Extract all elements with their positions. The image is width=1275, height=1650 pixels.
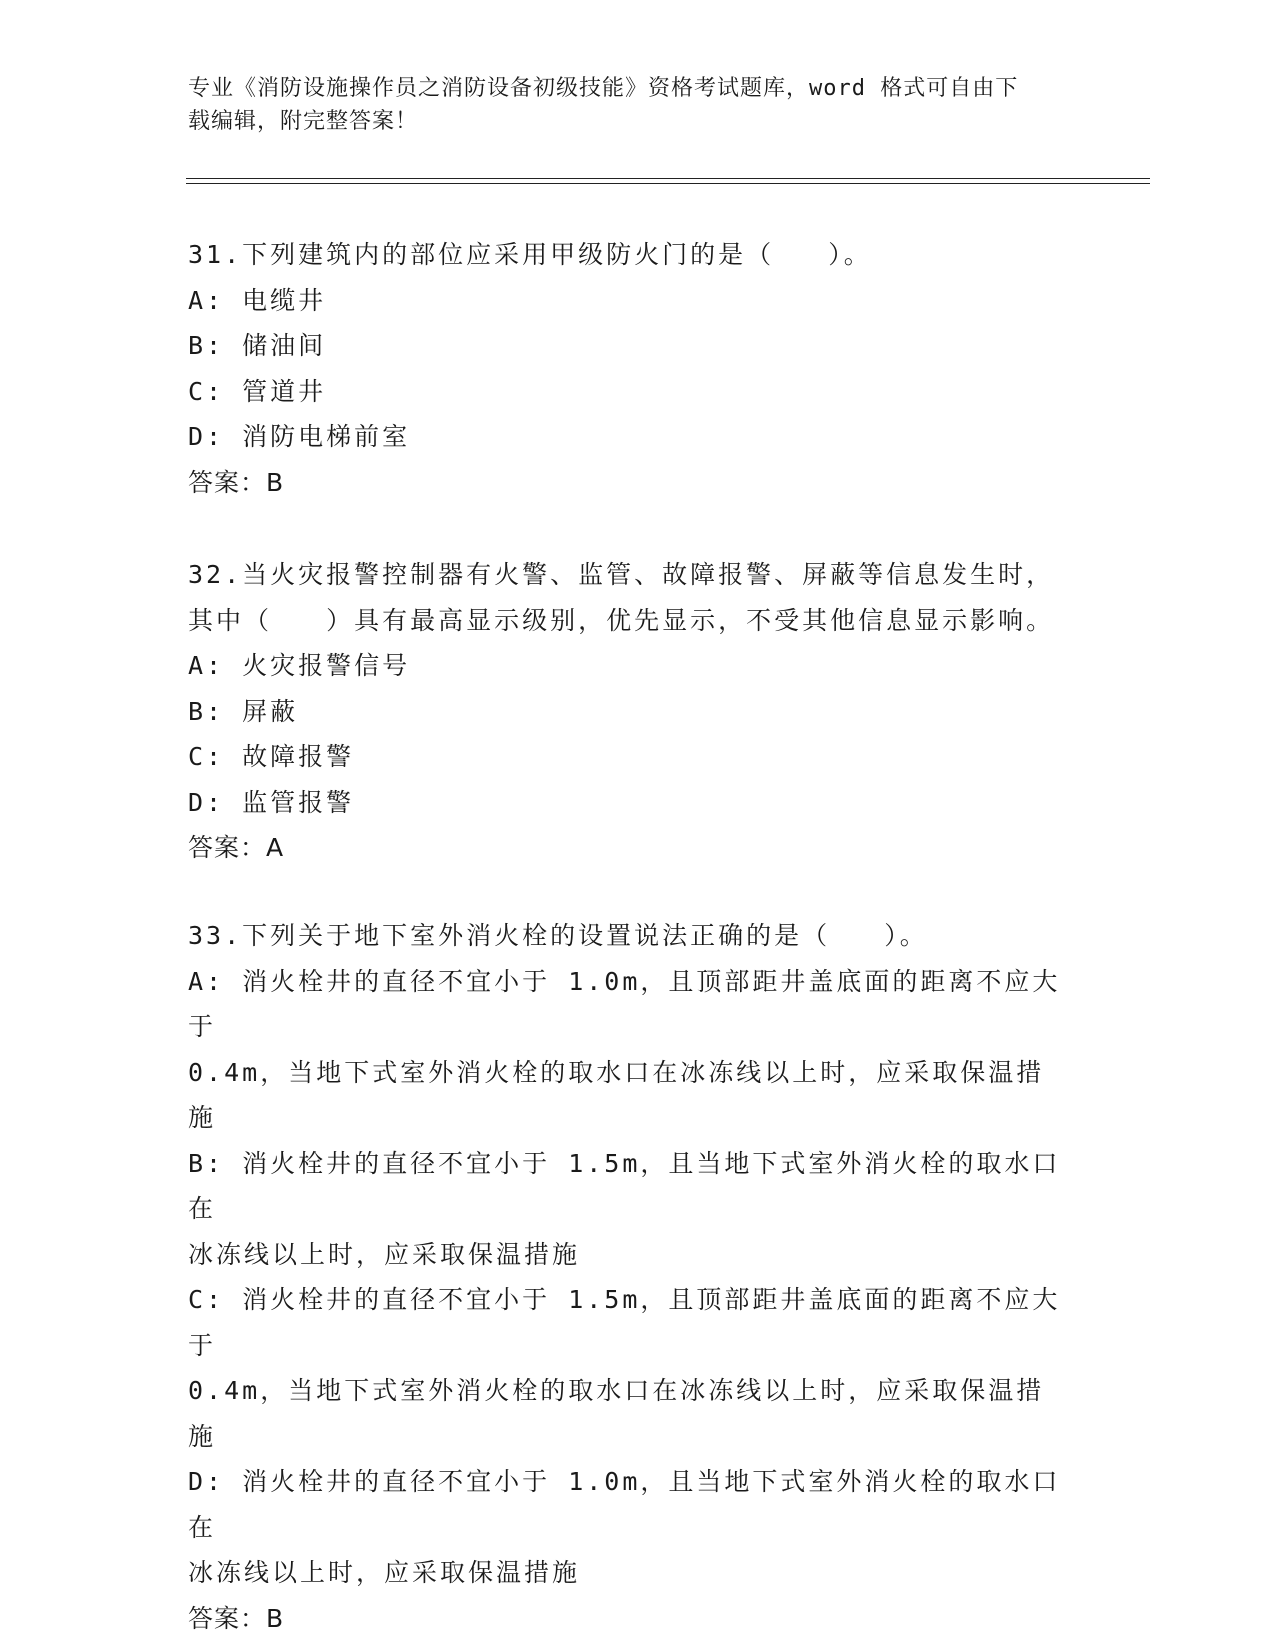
header-divider-top bbox=[186, 178, 1150, 179]
question-31 bbox=[188, 232, 1088, 505]
option-c-line-2: 0.4m，当地下式室外消火栓的取水口在冰冻线以上时，应采取保温措 bbox=[188, 1376, 1045, 1405]
option-c-line-3: 施 bbox=[188, 1421, 217, 1451]
option-d-line-1: D: 消火栓井的直径不宜小于 1.0m，且当地下式室外消火栓的取水口在 bbox=[188, 1467, 1061, 1542]
option-c: C: 管道井 bbox=[188, 376, 327, 406]
option-a: A: 电缆井 bbox=[188, 285, 327, 315]
header-divider-bottom bbox=[186, 183, 1150, 184]
option-a-line-3: 施 bbox=[188, 1103, 217, 1132]
option-a-line-2: 0.4m，当地下式室外消火栓的取水口在冰冻线以上时，应采取保温措 bbox=[188, 1057, 1045, 1087]
question-33 bbox=[188, 913, 1088, 1641]
answer-label: 答案：B bbox=[188, 467, 285, 497]
answer-label: 答案：B bbox=[188, 1603, 285, 1633]
question-stem-line-2: 其中（ ）具有最高显示级别，优先显示，不受其他信息显示影响。 bbox=[188, 605, 1055, 635]
option-b-line-2: 冰冻线以上时，应采取保温措施 bbox=[188, 1239, 581, 1269]
option-d-line-2: 冰冻线以上时，应采取保温措施 bbox=[188, 1558, 581, 1587]
option-a: A: 火灾报警信号 bbox=[188, 651, 411, 680]
header-line-2: 载编辑，附完整答案！ bbox=[188, 109, 419, 134]
option-b: B: 储油间 bbox=[188, 331, 327, 360]
document-header bbox=[188, 72, 1068, 138]
option-c-line-1: C: 消火栓井的直径不宜小于 1.5m，且顶部距井盖底面的距离不应大于 bbox=[188, 1285, 1061, 1360]
option-b: B: 屏蔽 bbox=[188, 696, 299, 726]
answer-label: 答案：A bbox=[188, 833, 285, 862]
question-stem: 31.下列建筑内的部位应采用甲级防火门的是（ ）。 bbox=[188, 240, 872, 269]
option-d: D: 监管报警 bbox=[188, 787, 355, 817]
option-c: C: 故障报警 bbox=[188, 742, 355, 771]
header-line-1: 专业《消防设施操作员之消防设备初级技能》资格考试题库，word 格式可自由下 bbox=[188, 76, 1019, 101]
question-32 bbox=[188, 552, 1088, 871]
question-stem: 33.下列关于地下室外消火栓的设置说法正确的是（ ）。 bbox=[188, 921, 928, 950]
option-a-line-1: A: 消火栓井的直径不宜小于 1.0m，且顶部距井盖底面的距离不应大于 bbox=[188, 966, 1061, 1041]
option-d: D: 消防电梯前室 bbox=[188, 422, 411, 451]
question-stem-line-1: 32.当火灾报警控制器有火警、监管、故障报警、屏蔽等信息发生时， bbox=[188, 560, 1055, 589]
option-b-line-1: B: 消火栓井的直径不宜小于 1.5m，且当地下式室外消火栓的取水口在 bbox=[188, 1148, 1061, 1223]
